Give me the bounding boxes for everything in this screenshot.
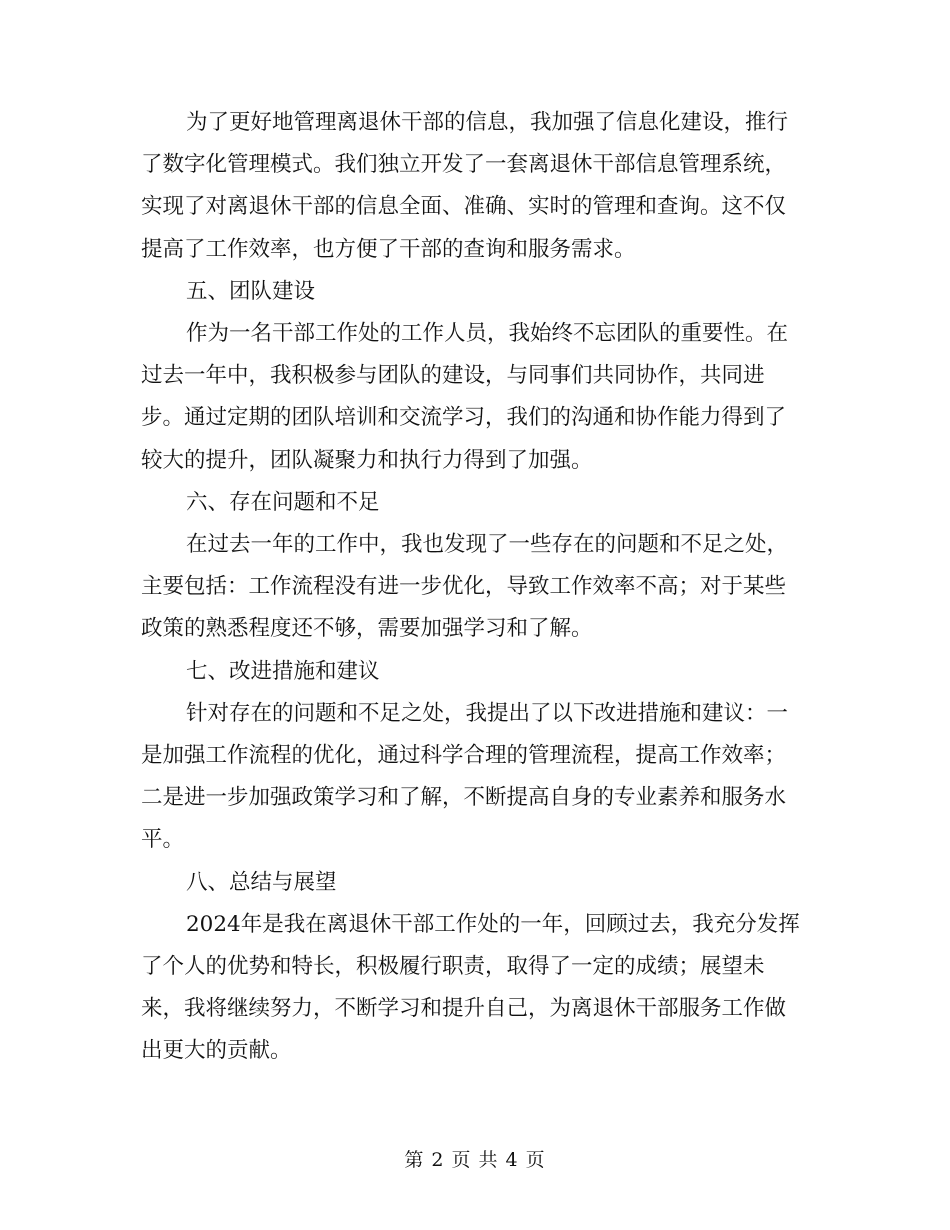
section-heading-improvements: 七、改进措施和建议 — [186, 658, 380, 684]
document-body — [141, 102, 805, 1073]
paragraph-team-building: 作为一名干部工作处的工作人员，我始终不忘团队的重要性。在过去一年中，我积极参与团队的建设，与同事们共同协作，共同进步。通过定期的团队培训和交流学习，我们的沟通和协作能力得到了较大的提升，团队凝聚力和执行力得到了加强。 — [141, 321, 789, 473]
paragraph-summary: 2024年是我在离退休干部工作处的一年，回顾过去，我充分发挥了个人的优势和特长，积极履行职责，取得了一定的成绩；展望未来，我将继续努力，不断学习和提升自己，为离退休干部服务工作做出更大的贡献。 — [141, 911, 800, 1064]
paragraph-improvements: 针对存在的问题和不足之处，我提出了以下改进措施和建议：一是加强工作流程的优化，通过科学合理的管理流程，提高工作效率；二是进一步加强政策学习和了解，不断提高自身的专业素养和服务水平。 — [141, 700, 789, 853]
page-number-footer: 第 2 页 共 4 页 — [404, 1149, 546, 1171]
section-heading-problems: 六、存在问题和不足 — [186, 489, 380, 515]
paragraph-digital-management: 为了更好地管理离退休干部的信息，我加强了信息化建设，推行了数字化管理模式。我们独立开发了一套离退休干部信息管理系统，实现了对离退休干部的信息全面、准确、实时的管理和查询。这不仅提高了工作效率，也方便了干部的查询和服务需求。 — [141, 110, 789, 262]
section-heading-team-building: 五、团队建设 — [186, 278, 316, 304]
section-heading-summary: 八、总结与展望 — [186, 869, 337, 895]
paragraph-problems: 在过去一年的工作中，我也发现了一些存在的问题和不足之处，主要包括：工作流程没有进一步优化，导致工作效率不高；对于某些政策的熟悉程度还不够，需要加强学习和了解。 — [141, 532, 789, 642]
